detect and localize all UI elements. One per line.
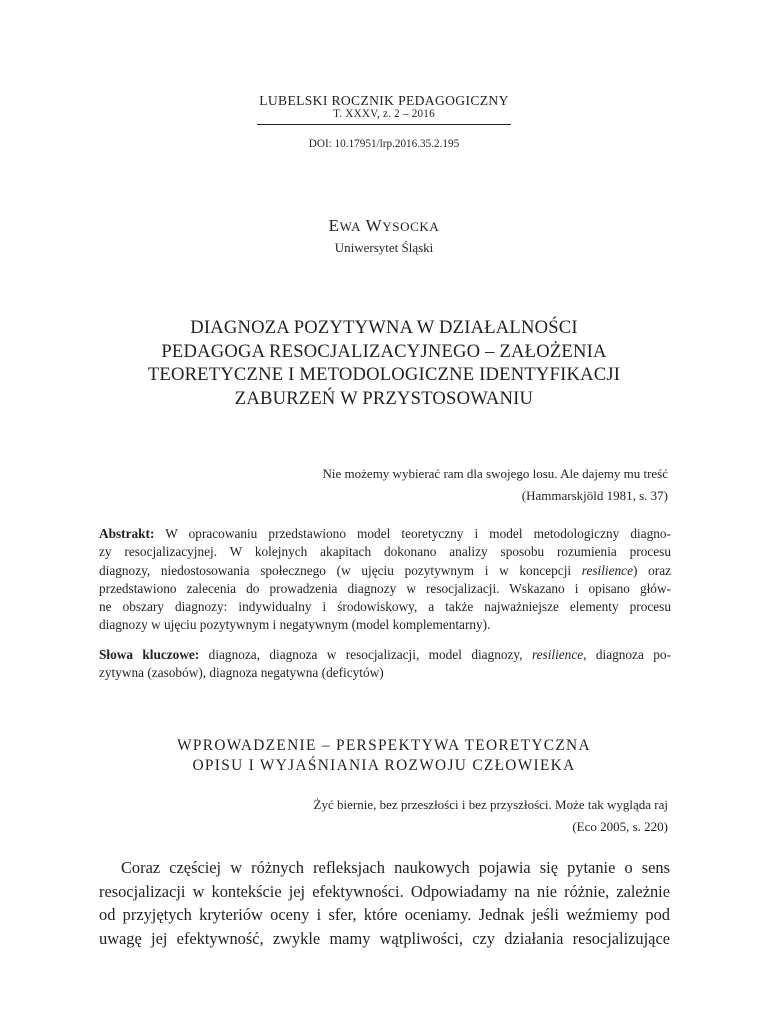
body-line: od przyjętych kryteriów oceny i sfer, które oceniamy. Jednak jeśli weźmiemy pod	[99, 905, 670, 924]
title-line: PEDAGOGA RESOCJALIZACYJNEGO – ZAŁOŻENIA	[161, 340, 607, 362]
abstract-text: diagnozy, niedostosowania społecznego (w ujęciu pozytywnym i w koncepcji	[99, 562, 582, 578]
abstract-text: ) oraz	[632, 562, 671, 578]
epigraph-2	[314, 794, 668, 838]
body-line: Coraz częściej w różnych refleksjach naukowych pojawia się pytanie o sens	[121, 858, 670, 877]
body-line: resocjalizacji w kontekście jej efektywności. Odpowiadamy na nie różnie, zależnie	[99, 881, 670, 901]
keywords	[99, 646, 671, 683]
abstract-line: ne obszary diagnozy: indywidualny i środowiskowy, a także najważniejsze elementy procesu	[99, 599, 671, 615]
header-rule	[257, 124, 511, 125]
section-heading	[0, 736, 768, 776]
keywords-emphasis: resilience	[531, 647, 584, 662]
keywords-label: Słowa kluczowe:	[99, 647, 200, 662]
section-heading-line: OPISU I WYJAŚNIANIA ROZWOJU CZŁOWIEKA	[192, 757, 576, 774]
epigraph-1	[323, 463, 668, 507]
doi: DOI: 10.17951/lrp.2016.35.2.195	[308, 138, 460, 150]
keywords-line: zytywna (zasobów), diagnoza negatywna (deficytów)	[99, 665, 384, 681]
keywords-line	[99, 646, 671, 664]
epigraph-quote: Żyć biernie, bez przeszłości i bez przyszłości. Może tak wygląda raj	[313, 797, 668, 812]
abstract-line: przedstawiono zalecenia do prowadzenia diagnozy w resocjalizacji. Wskazano i opisano głów-	[99, 580, 671, 596]
abstract	[99, 525, 671, 635]
author-first-rest: WA	[339, 219, 362, 234]
abstract-line: zy resocjalizacyjnej. W kolejnych akapitach dokonano analizy sposobu rozumienia procesu	[99, 544, 671, 560]
author-affiliation: Uniwersytet Śląski	[334, 240, 434, 255]
author-last-rest: YSOCKA	[382, 219, 440, 234]
keywords-text: diagnoza, diagnoza w resocjalizacji, model diagnozy,	[199, 647, 532, 662]
body-line: uwagę jej efektywność, zwykle mamy wątpliwości, czy działania resocjalizujące	[99, 928, 670, 948]
abstract-line: diagnozy w ujęciu pozytywnym i negatywnym (model komplementarny).	[99, 617, 491, 633]
abstract-label: Abstrakt:	[99, 526, 155, 541]
body-paragraph	[99, 856, 670, 950]
title-line: TEORETYCZNE I METODOLOGICZNE IDENTYFIKACJI	[147, 364, 621, 386]
epigraph-source: (Hammarskjöld 1981, s. 37)	[521, 488, 668, 503]
keywords-text: , diagnoza po-	[583, 647, 671, 662]
journal-volume: T. XXXV, z. 2 – 2016	[333, 108, 435, 120]
title-line: DIAGNOZA POZYTYWNA W DZIAŁALNOŚCI	[190, 317, 578, 338]
epigraph-source: (Eco 2005, s. 220)	[572, 819, 668, 834]
title-line: ZABURZEŃ W PRZYSTOSOWANIU	[234, 387, 534, 409]
author-first-initial: E	[328, 216, 340, 235]
author-last-initial: W	[365, 216, 383, 235]
article-title	[0, 316, 768, 410]
journal-name: LUBELSKI ROCZNIK PEDAGOGICZNY	[259, 93, 509, 108]
abstract-line	[99, 525, 671, 543]
epigraph-quote: Nie możemy wybierać ram dla swojego losu. Ale dajemy mu treść	[322, 466, 668, 481]
author-name	[0, 216, 768, 237]
abstract-line	[99, 562, 671, 580]
abstract-text: W opracowaniu przedstawiono model teoretyczny i model metodologiczny diagno-	[154, 526, 671, 541]
section-heading-line: WPROWADZENIE – PERSPEKTYWA TEORETYCZNA	[177, 737, 591, 754]
abstract-emphasis: resilience	[581, 562, 633, 578]
